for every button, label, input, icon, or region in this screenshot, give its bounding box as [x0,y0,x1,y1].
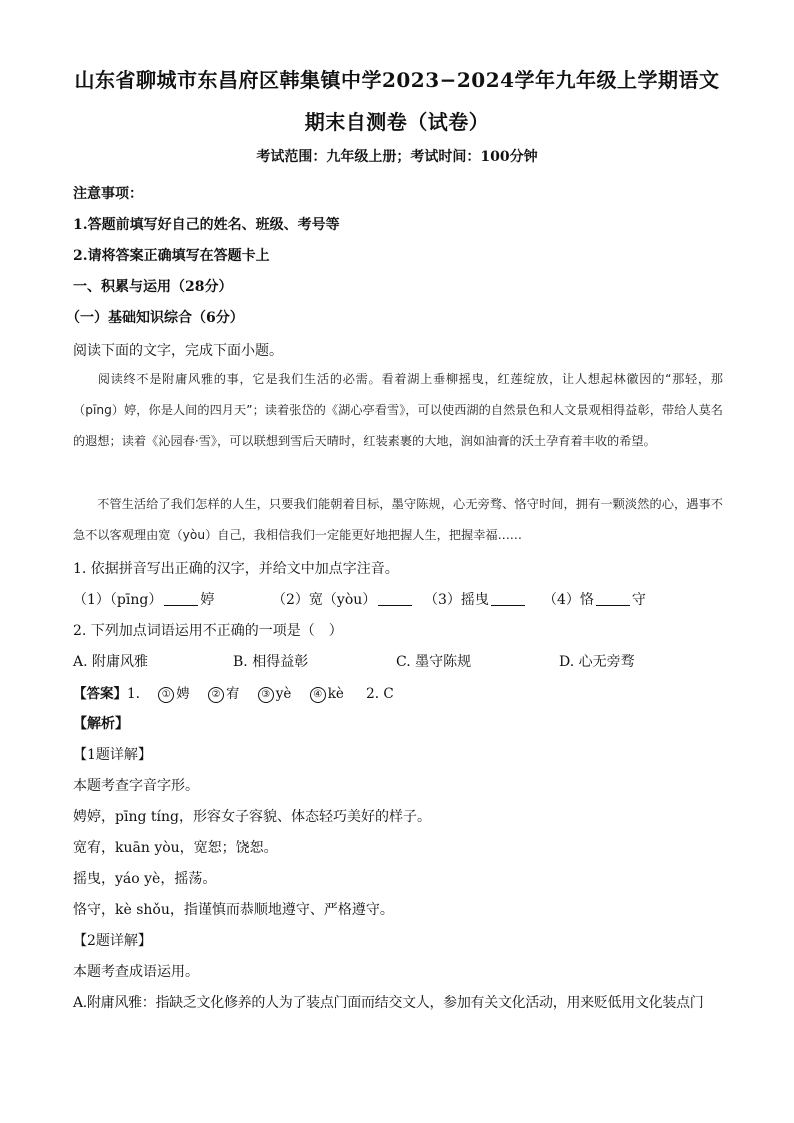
analysis-q1-intro: 本题考查字音字形。 [73,778,199,794]
question-2-option-b: B. 相得益彰 [233,654,309,670]
answer-blank[interactable] [596,593,630,606]
circle-number-2: ② [208,687,224,703]
section-instruction: 阅读下面的文字，完成下面小题。 [73,343,283,359]
exam-scope: 考试范围：九年级上册；考试时间：100分钟 [256,149,538,165]
answer-blank[interactable] [378,593,412,606]
question-1-option-4: （4）恪 守 [543,592,646,608]
analysis-q1-line-4: 恪守，kè shǒu，指谨慎而恭顺地遵守、严格遵守。 [73,902,394,918]
analysis-q2-intro: 本题考查成语运用。 [73,964,199,980]
section-subtitle: （一）基础知识综合（6分） [66,310,244,326]
answer-blank[interactable] [491,593,525,606]
answer-question-2: 2. C [366,686,394,702]
analysis-label: 【解析】 [73,716,129,732]
circle-number-4: ④ [310,687,326,703]
analysis-q1-line-1: 娉婷，pīng tíng，形容女子容貌、体态轻巧美好的样子。 [73,809,431,825]
analysis-q1-line-3: 摇曳，yáo yè，摇荡。 [73,871,217,887]
circle-number-1: ① [158,687,174,703]
analysis-q2-line-1: A.附庸风雅：指缺乏文化修养的人为了装点门面而结交文人，参加有关文化活动，用来贬低用文化装点门 [73,995,704,1011]
notice-item-1: 1.答题前填写好自己的姓名、班级、考号等 [73,217,340,233]
answer-blank[interactable] [164,593,198,606]
notice-heading: 注意事项： [73,186,143,202]
exam-title-line2: 期末自测卷（试卷） [304,110,490,134]
question-2-option-a: A. 附庸风雅 [73,654,149,670]
question-2-stem: 2. 下列加点词语运用不正确的一项是（ ） [73,623,343,639]
question-1-stem: 1. 依据拼音写出正确的汉字，并给文中加点字注音。 [73,561,399,577]
analysis-q2-label: 【2题详解】 [73,933,152,949]
analysis-q1-line-2: 宽宥，kuān yòu，宽恕；饶恕。 [73,840,278,856]
question-2-option-d: D. 心无旁骛 [559,654,635,670]
analysis-q1-label: 【1题详解】 [73,747,152,763]
answer-label: 【答案】 [73,686,127,702]
circle-number-3: ③ [258,687,274,703]
passage-paragraph-1: 阅读终不是附庸风雅的事，它是我们生活的必需。看着湖上垂柳摇曳，红莲绽放，让人想起林徽因的“那轻，那（pīng）婷，你是人间的四月天”；读着张岱的《湖心亭看雪》，可以使西湖的自然景色和人文景观相得益彰，带给人莫名的遐想；读着《沁园春·雪》，可以联想到雪后天晴时，红装素裹的大地，润如油膏的沃土孕育着丰收的希望。 [73,372,723,448]
answer-line: 【答案】1. ① 娉 ② 宥 ③ yè ④ kè 2. C [73,686,394,702]
question-1-option-3: （3）摇曳 [424,589,527,609]
passage-paragraph-2: 不管生活给了我们怎样的人生，只要我们能朝着目标，墨守陈规，心无旁骛、恪守时间，拥有一颗淡然的心，遇事不急不以客观理由宽（yòu）自己，我相信我们一定能更好地把握人生，把握幸福…… [73,497,723,542]
question-1-option-1: （1）（pīng） 婷 [73,592,215,608]
notice-item-2: 2.请将答案正确填写在答题卡上 [73,248,270,264]
question-2-option-c: C. 墨守陈规 [396,654,472,670]
section-title: 一、积累与运用（28分） [73,279,233,295]
question-1-option-2: （2）宽（yòu） [272,589,414,609]
exam-title-line1: 山东省聊城市东昌府区韩集镇中学2023−2024学年九年级上学期语文 [74,68,720,92]
